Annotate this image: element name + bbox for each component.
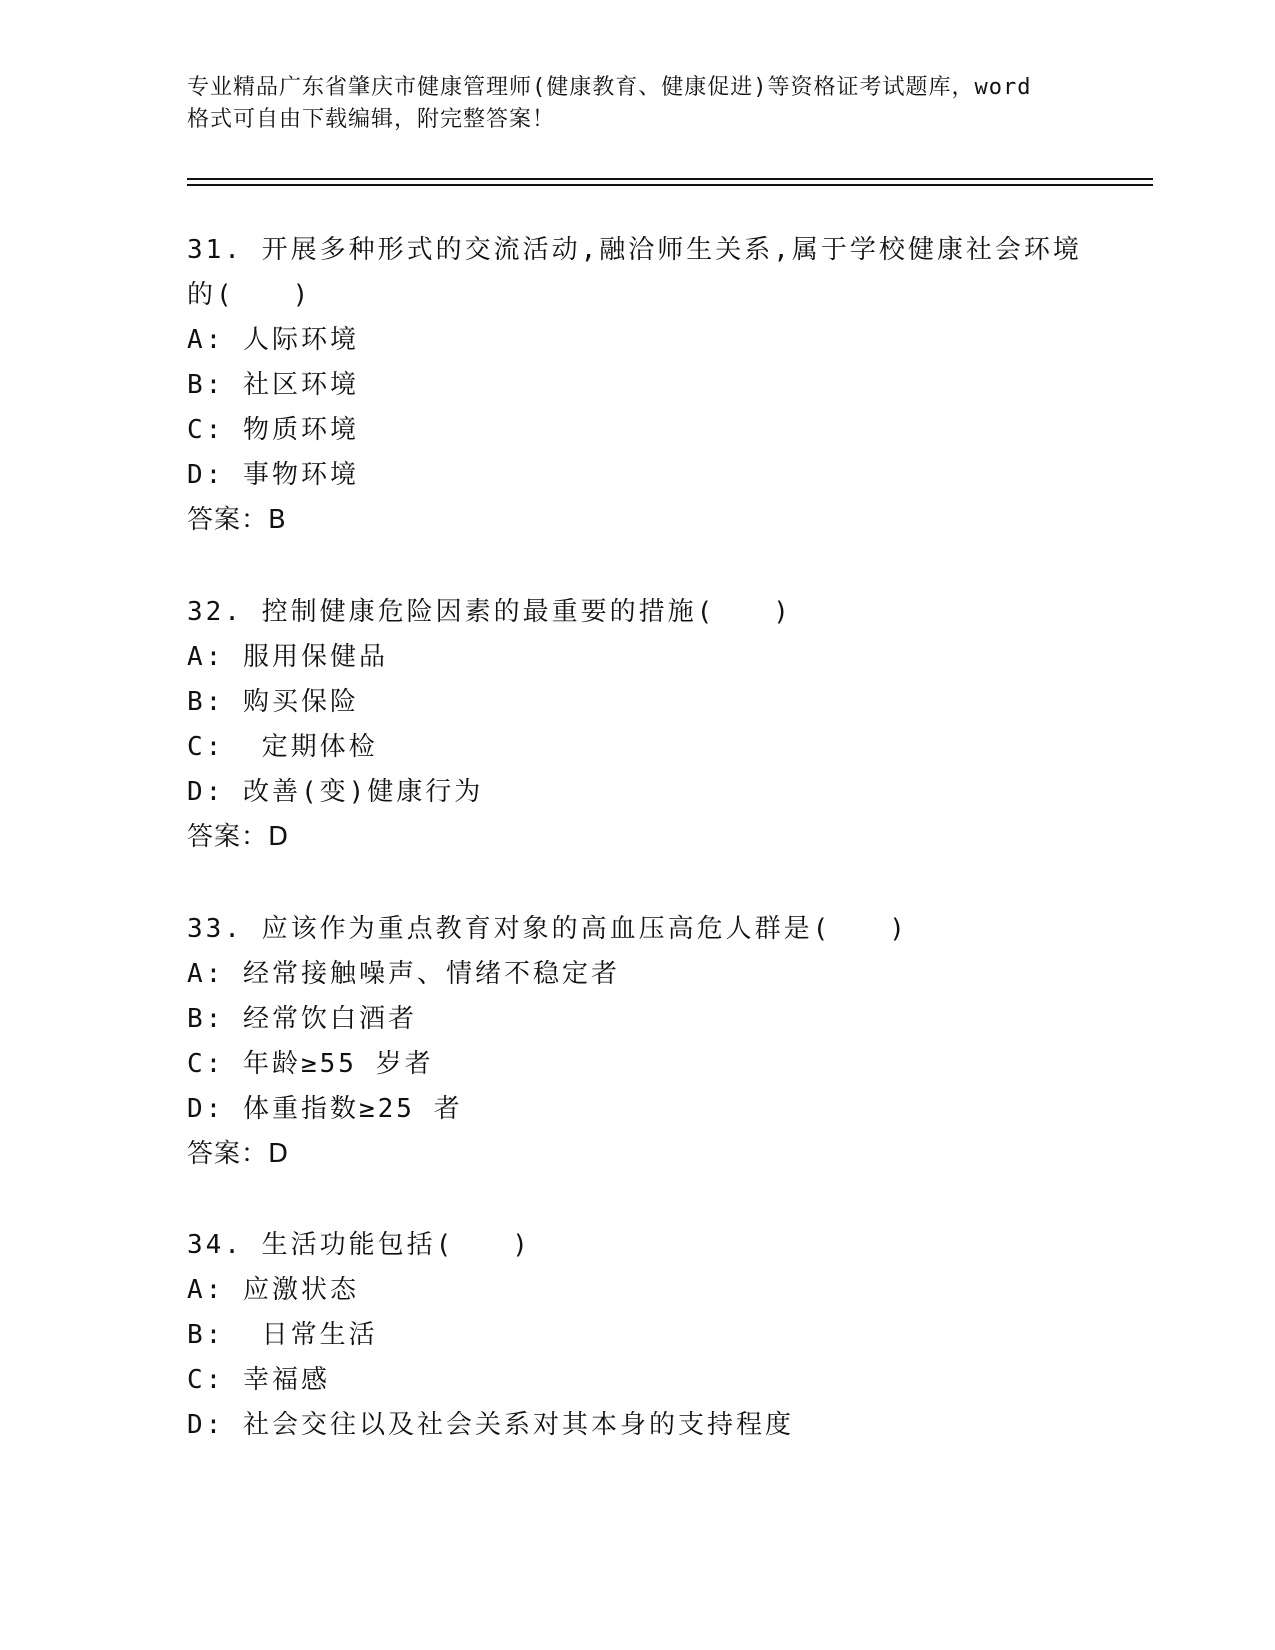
option-b: B: 经常饮白酒者 <box>187 1004 417 1034</box>
option-b: B: 社区环境 <box>187 370 359 400</box>
option-c: C: 物质环境 <box>187 415 359 445</box>
question-stem: 31. 开展多种形式的交流活动,融洽师生关系,属于学校健康社会环境 <box>187 235 1082 265</box>
header-line-1: 专业精品广东省肇庆市健康管理师(健康教育、健康促进)等资格证考试题库，word <box>187 75 1032 100</box>
option-a: A: 服用保健品 <box>187 642 388 672</box>
header-divider-top <box>187 178 1153 180</box>
question-32 <box>187 590 1087 860</box>
answer-label: 答案：D <box>187 1139 290 1169</box>
option-d: D: 事物环境 <box>187 460 359 490</box>
option-b: B: 购买保险 <box>187 687 359 717</box>
question-34 <box>187 1223 1087 1448</box>
question-stem-continued: 的( ) <box>187 280 312 310</box>
option-d: D: 改善(变)健康行为 <box>187 777 484 807</box>
option-c: C: 定期体检 <box>187 732 378 762</box>
question-stem: 34. 生活功能包括( ) <box>187 1230 531 1260</box>
question-stem: 32. 控制健康危险因素的最重要的措施( ) <box>187 597 792 627</box>
option-c: C: 幸福感 <box>187 1365 330 1395</box>
option-b: B: 日常生活 <box>187 1320 378 1350</box>
header-divider-bottom <box>187 184 1153 186</box>
option-d: D: 社会交往以及社会关系对其本身的支持程度 <box>187 1410 794 1440</box>
option-a: A: 人际环境 <box>187 325 359 355</box>
option-a: A: 经常接触噪声、情绪不稳定者 <box>187 959 620 989</box>
option-d: D: 体重指数≥25 者 <box>187 1094 463 1124</box>
option-c: C: 年龄≥55 岁者 <box>187 1049 434 1079</box>
document-header <box>187 72 1087 136</box>
question-31 <box>187 228 1087 543</box>
answer-label: 答案：B <box>187 505 287 535</box>
header-line-2: 格式可自由下载编辑，附完整答案！ <box>187 107 556 132</box>
answer-label: 答案：D <box>187 822 290 852</box>
question-stem: 33. 应该作为重点教育对象的高血压高危人群是( ) <box>187 914 908 944</box>
option-a: A: 应激状态 <box>187 1275 359 1305</box>
question-33 <box>187 907 1087 1177</box>
